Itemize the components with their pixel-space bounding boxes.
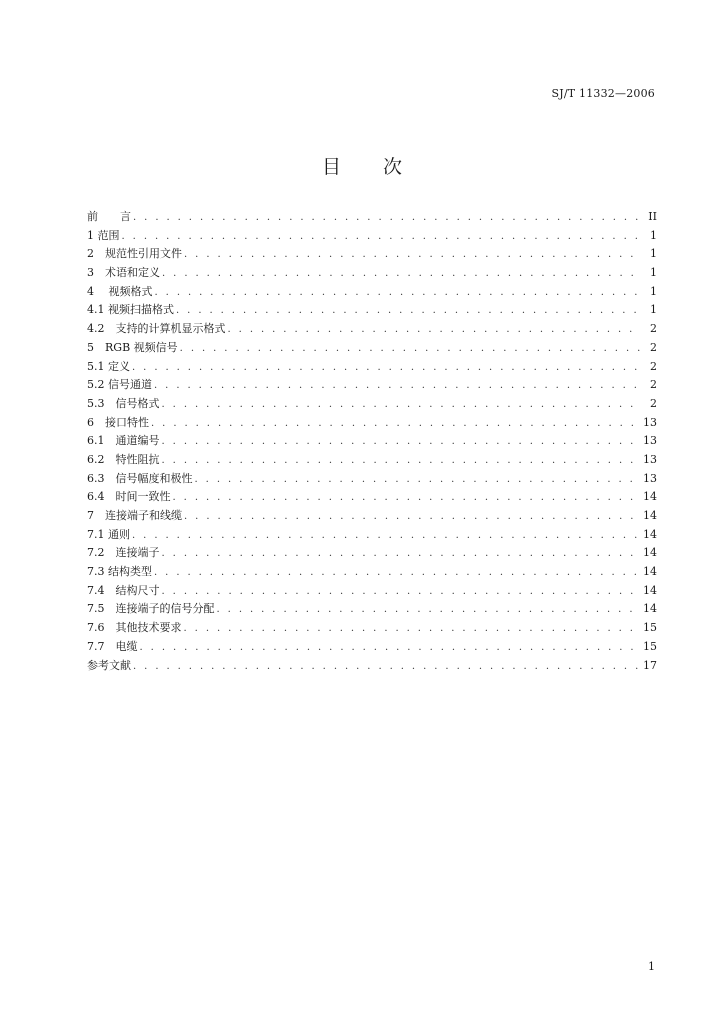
toc-entry-label: 7.1 通则 [87,527,130,541]
toc-entry[interactable] [87,451,657,470]
toc-entry-page: 1 [650,303,657,317]
toc-entry-label: 4.1 视频扫描格式 [87,303,174,317]
toc-entry-page: 2 [650,378,657,392]
toc-entry[interactable] [87,563,657,582]
toc-entry[interactable] [87,619,657,638]
toc-entry[interactable] [87,301,657,320]
toc-entry-page: 1 [650,284,657,298]
toc-entry[interactable] [87,395,657,414]
toc-entry[interactable] [87,376,657,395]
toc-entry-page: 14 [643,509,657,522]
toc-entry-label: 6.3 信号幅度和极性 [87,471,193,485]
toc-entry-page: 2 [650,396,657,410]
toc-dot-leader [180,340,640,359]
toc-entry-label: 5.2 信号通道 [87,378,152,392]
toc-dot-leader [140,639,641,658]
toc-entry-label: 7.7 电缆 [87,639,138,653]
toc-entry-label: 7.6 其他技术要求 [87,621,182,635]
toc-entry-label: 1 范围 [87,228,120,242]
toc-entry-label: 5.1 定义 [87,359,130,373]
toc-entry[interactable] [87,526,657,545]
toc-entry-page: 14 [643,527,657,541]
page-number: 1 [648,960,655,973]
toc-entry-page: 13 [643,452,657,466]
toc-entry-label: 7 连接端子和线缆 [87,509,182,522]
toc-dot-leader [132,527,640,546]
toc-dot-leader [173,489,641,508]
toc-entry-label: 3 术语和定义 [87,266,160,280]
toc-entry-page: 15 [643,621,657,635]
standard-number: SJ/T 11332—2006 [551,87,655,100]
toc-entry-label: 7.5 连接端子的信号分配 [87,602,215,616]
toc-entry[interactable] [87,339,657,358]
toc-entry[interactable] [87,432,657,451]
toc-entry-page: 13 [643,434,657,448]
toc-entry-page: 14 [643,546,657,560]
toc-dot-leader [184,246,640,265]
toc-entry[interactable] [87,582,657,601]
toc-dot-leader [195,471,641,490]
toc-entry[interactable] [87,488,657,507]
toc-entry-page: 14 [643,490,657,504]
toc-entry[interactable] [87,470,657,489]
toc-entry-label: 5 RGB 视频信号 [87,340,178,354]
toc-entry[interactable] [87,227,657,246]
toc-dot-leader [162,583,641,602]
toc-entry-label: 2 规范性引用文件 [87,247,182,261]
toc-dot-leader [217,601,641,620]
toc-entry[interactable] [87,264,657,283]
toc-entry-page: 17 [643,658,657,672]
toc-list [87,208,657,675]
toc-dot-leader [132,359,640,378]
toc-entry[interactable] [87,320,657,339]
toc-dot-leader [162,396,641,415]
toc-dot-leader [176,302,640,321]
toc-dot-leader [184,508,640,527]
toc-entry-page: 13 [643,415,657,429]
toc-dot-leader [155,284,641,303]
toc-entry-page: 1 [650,247,657,261]
toc-dot-leader [228,321,641,340]
toc-dot-leader [162,265,640,284]
toc-dot-leader [151,415,640,434]
toc-entry-page: 13 [643,471,657,485]
toc-entry[interactable] [87,208,657,227]
toc-title: 目次 [321,156,444,178]
toc-dot-leader [162,545,641,564]
toc-entry[interactable] [87,507,657,526]
toc-entry-label: 6.2 特性阻抗 [87,452,160,466]
toc-dot-leader [133,658,640,677]
toc-dot-leader [162,433,641,452]
toc-dot-leader [154,377,640,396]
toc-dot-leader [122,228,641,247]
toc-entry[interactable] [87,600,657,619]
toc-entry-page: 2 [650,322,657,336]
toc-entry-page: 2 [650,359,657,373]
toc-dot-leader [162,452,641,471]
toc-dot-leader [133,209,640,228]
toc-entry-page: 14 [643,565,657,579]
toc-entry-page: II [648,210,657,223]
toc-entry-page: 14 [643,583,657,597]
toc-dot-leader [154,564,640,583]
toc-entry[interactable] [87,544,657,563]
toc-entry-page: 1 [650,266,657,280]
toc-entry-page: 15 [643,639,657,653]
toc-entry-label: 7.2 连接端子 [87,546,160,560]
toc-entry-label: 5.3 信号格式 [87,396,160,410]
toc-entry-label: 6.1 通道编号 [87,434,160,448]
toc-entry-label: 7.3 结构类型 [87,565,152,579]
toc-entry[interactable] [87,657,657,676]
toc-entry-label: 4 视频格式 [87,284,153,298]
toc-entry-label: 6 接口特性 [87,415,149,429]
toc-entry[interactable] [87,245,657,264]
toc-entry-label: 4.2 支持的计算机显示格式 [87,322,226,336]
toc-entry[interactable] [87,283,657,302]
toc-entry[interactable] [87,638,657,657]
toc-entry-page: 14 [643,602,657,616]
toc-entry-label: 6.4 时间一致性 [87,490,171,504]
toc-entry-page: 2 [650,340,657,354]
toc-entry-label: 前 言 [87,210,131,223]
toc-entry-label: 参考文献 [87,658,131,672]
toc-entry[interactable] [87,358,657,377]
toc-entry[interactable] [87,414,657,433]
toc-entry-page: 1 [650,228,657,242]
toc-dot-leader [184,620,641,639]
toc-entry-label: 7.4 结构尺寸 [87,583,160,597]
